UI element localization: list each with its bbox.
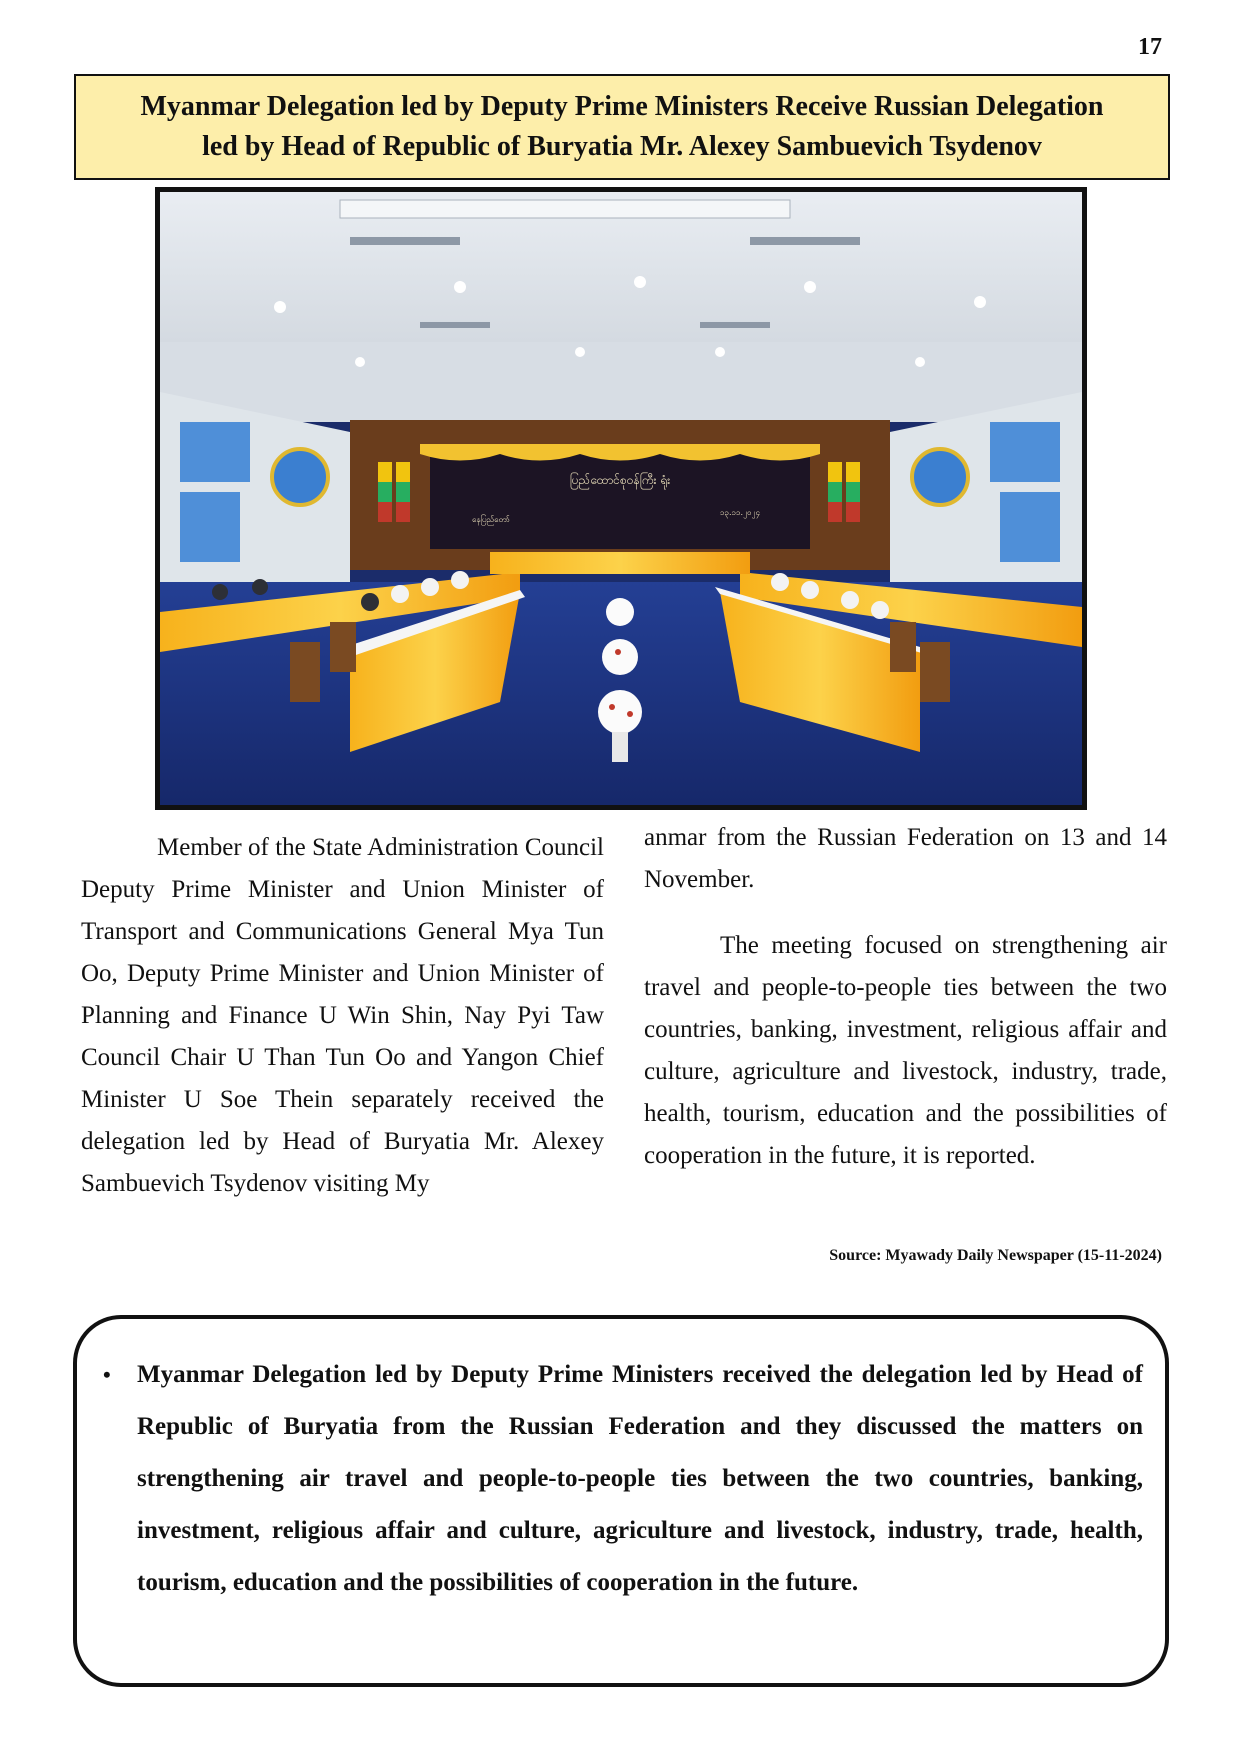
banner-text: ပြည်ထောင်စုဝန်ကြီး ရုံး — [569, 473, 671, 487]
bullet-icon: • — [103, 1362, 111, 1387]
banner-sub-right: ၁၃.၁၁.၂၀၂၄ — [720, 508, 760, 517]
meeting-photo — [155, 187, 1087, 810]
article-paragraph-2: The meeting focused on strengthening air travel and people-to-people ties between the two countries, banking, investment, religious affair and culture, agriculture and livestock, industry, trade, health, tourism, education and the possibilities of cooperation in the future, it is reported. — [644, 932, 1167, 1169]
article-paragraph-1-continued: anmar from the Russian Federation on 13 and 14 November. — [644, 824, 1167, 893]
banner-sub-left: နေပြည်တော် — [472, 515, 510, 524]
meeting-hall-illustration — [160, 192, 1082, 805]
article-title-box — [74, 74, 1170, 180]
page-number: 17 — [1138, 34, 1162, 60]
title-line-2: led by Head of Republic of Buryatia Mr. Alexey Sambuevich Tsydenov — [202, 131, 1042, 162]
article-left-column — [81, 827, 604, 1205]
summary-box — [73, 1315, 1169, 1687]
title-line-1: Myanmar Delegation led by Deputy Prime Ministers Receive Russian Delegation — [140, 91, 1104, 122]
summary-item-text: Myanmar Delegation led by Deputy Prime Ministers received the delegation led by Head of Republic of Buryatia from the Russian Federation and they discussed the matters on strengthening air travel and people-to-people ties between the two countries, banking, investment, religious affair and culture, agriculture and livestock, industry, trade, health, tourism, education and the possibilities of cooperation in the future. — [137, 1361, 1143, 1596]
article-right-column — [644, 817, 1167, 1177]
source-citation: Source: Myawady Daily Newspaper (15-11-2024) — [829, 1247, 1162, 1264]
summary-item — [103, 1349, 1143, 1609]
summary-list — [103, 1349, 1143, 1609]
article-paragraph-1: Member of the State Administration Council Deputy Prime Minister and Union Minister of Transport and Communications General Mya Tun Oo, Deputy Prime Minister and Union Minister of Planning and Finance U Win Shin, Nay Pyi Taw Council Chair U Than Tun Oo and Yangon Chief Minister U Soe Thein separately received the delegation led by Head of Buryatia Mr. Alexey Sambuevich Tsydenov visiting My — [81, 834, 604, 1197]
